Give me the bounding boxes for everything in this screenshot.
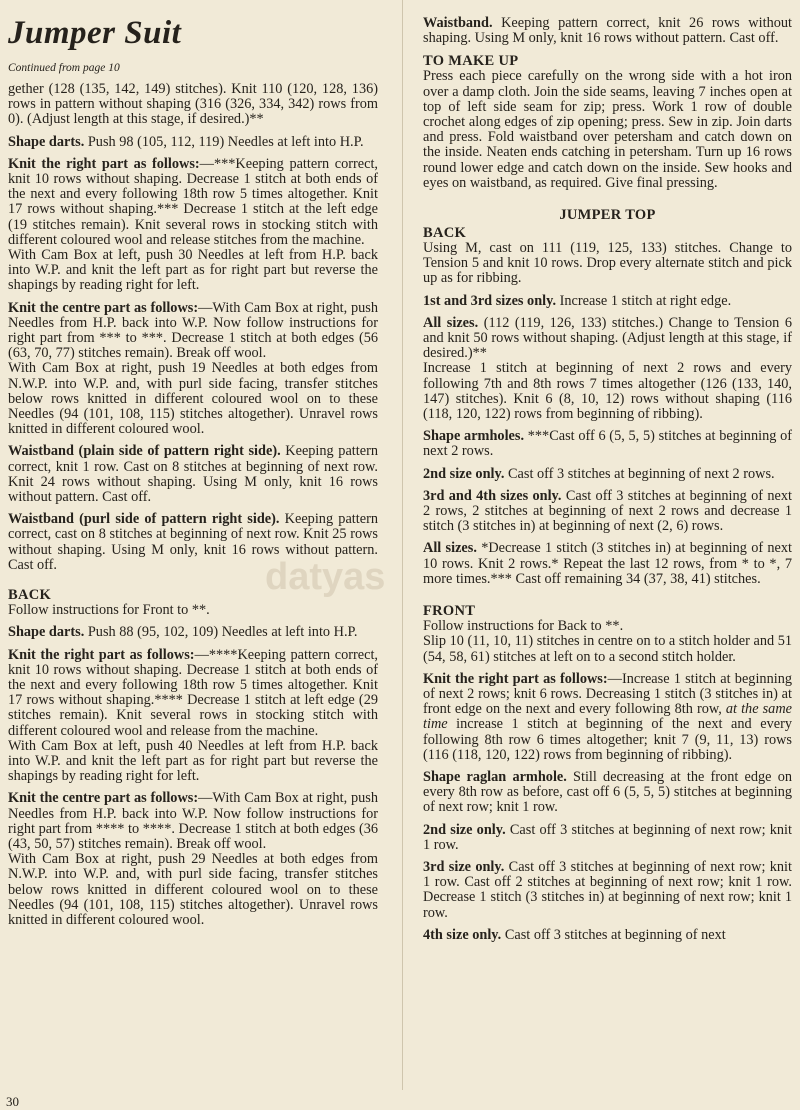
- paragraph: [8, 791, 378, 852]
- paragraph-text: Cast off 3 stitches at beginning of next: [501, 926, 726, 943]
- paragraph: [423, 294, 792, 309]
- paragraph: [423, 16, 792, 46]
- paragraph: gether (128 (135, 142, 149) stitches). Knit 110 (120, 128, 136) rows in pattern without shaping (316 (326, 334, 342) rows from 0). (Adjust length at this stage, if desired.)**: [8, 81, 378, 128]
- section-heading-jumper-top: JUMPER TOP: [559, 207, 656, 224]
- paragraph-text: Keeping pattern correct, cast on 8 stitches at beginning of next row. Knit 25 rows without shaping. Using M only, knit 16 rows without pattern. Cast off.: [8, 511, 378, 573]
- run-in-heading: Shape darts.: [8, 133, 85, 150]
- paragraph: [8, 625, 378, 640]
- left-column: [8, 0, 378, 935]
- paragraph: [8, 444, 378, 505]
- paragraph: [423, 770, 792, 816]
- run-in-heading: Waistband.: [423, 15, 493, 31]
- paragraph: [423, 860, 792, 921]
- paragraph-text: —Increase 1 stitch at beginning of next 2 rows; knit 6 rows. Decreasing 1 stitch (3 stitches in) at front edge on the next and every following 8th row,: [423, 670, 792, 718]
- paragraph-text: Cast off 3 stitches at beginning of next 2 rows.: [504, 465, 775, 482]
- paragraph-text: Still decreasing at the front edge on every 8th row as before, cast off 6 (5, 5, 5) stitches at beginning of next row; knit 1 row.: [423, 768, 792, 816]
- run-in-heading: 3rd and 4th sizes only.: [423, 487, 562, 504]
- paragraph-text: —****Keeping pattern correct, knit 10 rows without shaping. Decrease 1 stitch at both ends of the next and every following 18th row 5 times altogether. Knit 17 rows without shaping.**** Decrease 1 stitch at left edge (29 stitches remain). Knit several rows in stocking stitch with different coloured wool and release from the machine.: [8, 646, 379, 739]
- paragraph-text: —***Keeping pattern correct, knit 10 rows without shaping. Decrease 1 stitch at both ends of the next and every following 18th row 5 times altogether. Knit 17 rows without shaping.*** Decrease 1 stitch at the left edge (19 stitches remain). Knit several rows in stocking stitch with different coloured wool and release stitches from the machine.: [8, 155, 378, 248]
- run-in-heading: All sizes.: [423, 314, 479, 331]
- section-heading-front: FRONT: [423, 603, 476, 620]
- paragraph: [8, 648, 378, 739]
- paragraph: [423, 928, 792, 943]
- run-in-heading: Shape armholes.: [423, 428, 525, 445]
- paragraph-text: Cast off 3 stitches at beginning of next 2 rows, 2 stitches at beginning of next 2 rows and decrease 1 stitch (3 stitches in) at beginning of next (2, 6) rows.: [423, 487, 793, 535]
- paragraph-text: Cast off 3 stitches at beginning of next row; knit 1 row.: [423, 821, 792, 853]
- run-in-heading: 2nd size only.: [423, 821, 506, 838]
- paragraph: [423, 541, 792, 587]
- paragraph-text: Keeping pattern correct, knit 1 row. Cast on 8 stitches at beginning of next row. Knit 24 rows without shaping. Using M only, knit 16 rows without pattern. Cast off.: [8, 443, 378, 506]
- paragraph: Slip 10 (11, 10, 11) stitches in centre on to a stitch holder and 51 (54, 58, 61) stitches at left on to a second stitch holder.: [423, 633, 793, 665]
- run-in-heading: Waistband (plain side of pattern right side).: [8, 443, 281, 460]
- paragraph: Increase 1 stitch at beginning of next 2 rows and every following 7th and 8th rows 7 times altogether (126 (133, 140, 147) stitches). Knit 6 (8, 10, 12) rows without shaping (116 (118, 120, 122) rows from beginning of ribbing).: [423, 360, 792, 423]
- run-in-heading: 4th size only.: [423, 926, 502, 943]
- paragraph: [8, 135, 378, 150]
- paragraph-text: (112 (119, 126, 133) stitches.) Change to Tension 6 and knit 50 rows without shaping. (Adjust length at this stage, if desired.)**: [423, 314, 792, 362]
- run-in-heading: 2nd size only.: [423, 465, 505, 482]
- run-in-heading: All sizes.: [423, 540, 477, 557]
- run-in-heading: 1st and 3rd sizes only.: [423, 292, 557, 309]
- run-in-heading: Knit the centre part as follows:: [8, 299, 199, 316]
- section-heading-back: BACK: [8, 587, 52, 604]
- paragraph: [8, 157, 378, 248]
- page-number: 30: [6, 1094, 19, 1109]
- paragraph-text: Cast off 3 stitches at beginning of next row; knit 1 row. Cast off 2 stitches at beginning of next row; knit 1 row. Decrease 1 stitch (3 stitches in) at beginning of next row; knit 1 row.: [423, 858, 792, 921]
- paragraph-text: *Decrease 1 stitch (3 stitches in) at beginning of next 10 rows. Knit 2 rows.* Repeat the last 12 rows, from * to *, 7 more times.*** Cast off remaining 34 (37, 38, 41) stitches.: [423, 540, 792, 587]
- paragraph: With Cam Box at left, push 30 Needles at left from H.P. back into W.P. and knit the left part as for right part but reverse the shapings by reading right for left.: [8, 247, 378, 294]
- paragraph: Follow instructions for Back to **.: [423, 618, 624, 635]
- run-in-heading: Shape darts.: [8, 624, 85, 641]
- paragraph: With Cam Box at left, push 40 Needles at left from H.P. back into W.P. and knit the left part as for right part but reverse the shapings by reading right for left.: [8, 737, 378, 785]
- run-in-heading: Waistband (purl side of pattern right side).: [8, 511, 280, 528]
- paragraph-text: Keeping pattern correct, knit 26 rows without shaping. Using M only, knit 16 rows without pattern. Cast off.: [423, 15, 792, 47]
- paragraph-text: Push 98 (105, 112, 119) Needles at left into H.P.: [84, 133, 364, 150]
- paragraph: [423, 316, 792, 362]
- italic-phrase: at the same time: [423, 701, 792, 733]
- paragraph: [423, 489, 792, 535]
- column-divider: [402, 0, 403, 1090]
- paragraph-text: Push 88 (95, 102, 109) Needles at left into H.P.: [84, 624, 358, 641]
- paragraph: Press each piece carefully on the wrong side with a hot iron over a damp cloth. Join the side seams, leaving 7 inches open at top of left side seam for zip; press. Work 1 row of double crochet along edges of zip opening; press. Sew in zip. Join darts and press. Fold waistband over petersham and catch down on the inside. Neaten ends catching in petersham. Turn up 16 rows round lower edge and catch down on the inside. Sew hooks and eyes on waistband, as required. Give final pressing.: [423, 68, 792, 191]
- paragraph: With Cam Box at right, push 19 Needles at both edges from N.W.P. into W.P. and, with purl side facing, transfer stitches below rows knitted in different coloured wool on to these Needles (94 (101, 108, 115) stitches altogether). Unravel rows knitted in different coloured wool.: [8, 360, 378, 438]
- paragraph: [8, 512, 378, 573]
- paragraph-text: ***Cast off 6 (5, 5, 5) stitches at beginning of next 2 rows.: [423, 428, 792, 460]
- paragraph: With Cam Box at right, push 29 Needles at both edges from N.W.P. into W.P. and, with purl side facing, transfer stitches below rows knitted in different coloured wool on to these Needles (94 (101, 108, 115) stitches altogether). Unravel rows knitted in different coloured wool.: [8, 851, 378, 928]
- subsection-heading-back: BACK: [423, 225, 467, 242]
- run-in-heading: Knit the right part as follows:: [8, 646, 195, 663]
- right-column: [423, 0, 792, 950]
- paragraph: Using M, cast on 111 (119, 125, 133) stitches. Change to Tension 5 and knit 10 rows. Drop every alternate stitch and pick up as for ribbing.: [423, 240, 792, 287]
- page-title: Jumper Suit: [8, 15, 182, 51]
- paragraph-text: —With Cam Box at right, push Needles from H.P. back into W.P. Now follow instructions for right part from *** to ***. Decrease 1 stitch at both edges (56 (63, 70, 77) stitches remain). Break off wool.: [8, 299, 378, 362]
- run-in-heading: 3rd size only.: [423, 858, 505, 875]
- paragraph: Follow instructions for Front to **.: [8, 602, 210, 619]
- run-in-heading: Knit the centre part as follows:: [8, 790, 199, 807]
- run-in-heading: Knit the right part as follows:: [423, 670, 608, 687]
- paragraph-text: increase 1 stitch at beginning of the next and every following 8th row 6 times altogether; knit 7 (9, 11, 13) rows (116 (118, 120, 122) rows from beginning of ribbing).: [423, 716, 792, 763]
- paragraph: [8, 301, 378, 362]
- paragraph: [423, 823, 792, 853]
- section-heading-make-up: TO MAKE UP: [423, 53, 519, 70]
- paragraph: [423, 467, 792, 482]
- watermark: datyas: [265, 556, 386, 598]
- paragraph-text: —With Cam Box at right, push Needles from H.P. back into W.P. Now follow instructions for right part from **** to ****. Decrease 1 stitch at both edges (36 (43, 50, 57) stitches remain). Break off wool.: [8, 790, 378, 852]
- paragraph: [423, 429, 792, 459]
- run-in-heading: Shape raglan armhole.: [423, 768, 567, 785]
- run-in-heading: Knit the right part as follows:: [8, 155, 200, 172]
- paragraph: [423, 672, 792, 763]
- paragraph-text: Increase 1 stitch at right edge.: [556, 292, 732, 309]
- continued-note: Continued from page 10: [8, 62, 120, 74]
